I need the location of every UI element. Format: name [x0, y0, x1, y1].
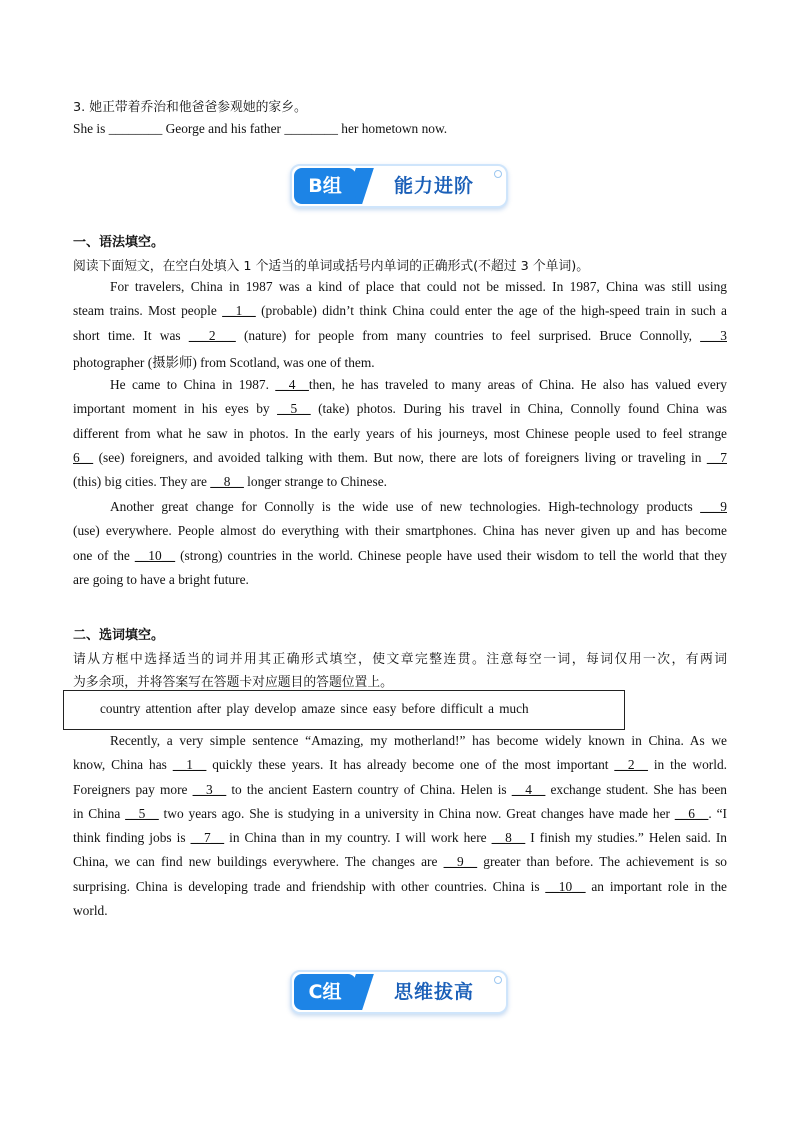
blank-2[interactable]: ___2___ — [188, 328, 236, 343]
passage1-line: different from what he saw in photos. In the early years of his journeys, most Chinese people used to feel strange — [73, 426, 727, 441]
blank-1[interactable]: __1__ — [222, 303, 256, 318]
group-c-banner — [290, 970, 508, 1014]
passage2-line: Foreigners pay more __3__ to the ancient Eastern country of China. Helen is __4__ exchange student. She has been — [73, 782, 727, 797]
passage1-line: are going to have a bright future. — [73, 572, 249, 587]
blank-2[interactable]: __2__ — [614, 757, 648, 772]
passage1-line: (this) big cities. They are __8__ longer strange to Chinese. — [73, 474, 387, 489]
q3-english: She is ________ George and his father ________ her hometown now. — [73, 121, 448, 136]
blank-8[interactable]: __8__ — [491, 830, 526, 845]
section2-heading: 二、选词填空。 — [73, 628, 165, 643]
group-b-badge: B组 — [294, 168, 356, 204]
blank-9[interactable]: ___9 — [700, 499, 727, 514]
passage2-line: surprising. China is developing trade and friendship with other countries. China is __10__ an important role in the — [73, 879, 727, 894]
decor-dot-icon — [494, 976, 502, 984]
section2-instruction: 请从方框中选择适当的词并用其正确形式填空，使文章完整连贯。注意每空一词，每词仅用一次，有两词 — [73, 652, 727, 667]
passage1-line: steam trains. Most people __1__ (probable) didn’t think China could enter the age of the high-speed train in such a — [73, 303, 728, 318]
passage2-line: world. — [73, 903, 108, 918]
blank-4[interactable]: __4__ — [275, 377, 309, 392]
group-b-title: 能力进阶 — [393, 175, 474, 197]
passage1-line: 6__ (see) foreigners, and avoided talking with them. But now, there are lots of foreigners living or traveling in __7 — [73, 450, 727, 465]
blank-3[interactable]: ___3 — [700, 328, 727, 343]
blank-7[interactable]: __7 — [706, 450, 727, 465]
passage2-line: Recently, a very simple sentence “Amazing, my motherland!” has become widely known in China. As we — [110, 733, 727, 748]
passage1-line: short time. It was ___2___ (nature) for people from many countries to feel surprised. Bruce Connolly, ___3 — [73, 328, 727, 343]
blank-1[interactable]: __1__ — [172, 757, 207, 772]
passage1-line: (use) everywhere. People almost do everything with their smartphones. China has never given up and has become — [73, 523, 727, 538]
decor-dot-icon — [494, 170, 502, 178]
passage1-line: important moment in his eyes by __5__ (take) photos. During his travel in China, Connolly found China was — [73, 401, 727, 416]
q3-chinese: 3. 她正带着乔治和他爸爸参观她的家乡。 — [73, 100, 307, 115]
passage2-line: China, we can find new buildings everywhere. The changes are __9__ greater than before. The achievement is so — [73, 854, 727, 869]
group-c-badge: C组 — [294, 974, 356, 1010]
passage1-line: Another great change for Connolly is the wide use of new technologies. High-technology products ___9 — [110, 499, 727, 514]
passage1-line: He came to China in 1987. __4__then, he has traveled to many areas of China. He also has valued every — [110, 377, 727, 392]
word-bank-text: country attention after play develop amaze since easy before difficult a much — [100, 701, 529, 716]
passage2-line: know, China has __1__ quickly these years. It has already become one of the most important __2__ in the world. — [73, 757, 727, 772]
passage1-line: For travelers, China in 1987 was a kind of place that could not be missed. In 1987, China was still using — [110, 279, 727, 294]
passage2-line: think finding jobs is __7__ in China than in my country. I will work here __8__ I finish my studies.” Helen said. In — [73, 830, 727, 845]
blank-5[interactable]: __5__ — [277, 401, 311, 416]
section1-heading: 一、语法填空。 — [73, 235, 165, 250]
blank-8[interactable]: __8__ — [210, 474, 244, 489]
blank-10[interactable]: __10__ — [134, 548, 176, 563]
passage2-line: in China __5__ two years ago. She is studying in a university in China now. Great changes have made her __6__. “I — [73, 806, 727, 821]
passage1-line: photographer (摄影师) from Scotland, was one of them. — [73, 355, 375, 370]
blank-3[interactable]: __3__ — [192, 782, 227, 797]
group-b-banner — [290, 164, 508, 208]
blank-7[interactable]: __7__ — [190, 830, 225, 845]
blank-5[interactable]: __5__ — [125, 806, 159, 821]
blank-4[interactable]: __4__ — [511, 782, 546, 797]
section1-instruction: 阅读下面短文，在空白处填入 1 个适当的单词或括号内单词的正确形式(不超过 3 个单词)。 — [73, 259, 590, 274]
blank-10[interactable]: __10__ — [545, 879, 586, 894]
word-bank-box — [63, 690, 625, 730]
blank-9[interactable]: __9__ — [443, 854, 478, 869]
passage1-line: one of the __10__ (strong) countries in the world. Chinese people have used their wisdom to tell the world that they — [73, 548, 727, 563]
blank-6[interactable]: 6__ — [73, 450, 94, 465]
group-c-title: 思维拔高 — [393, 981, 474, 1003]
blank-6[interactable]: __6__ — [674, 806, 709, 821]
section2-instruction: 为多余项，并将答案写在答题卡对应题目的答题位置上。 — [73, 675, 393, 690]
